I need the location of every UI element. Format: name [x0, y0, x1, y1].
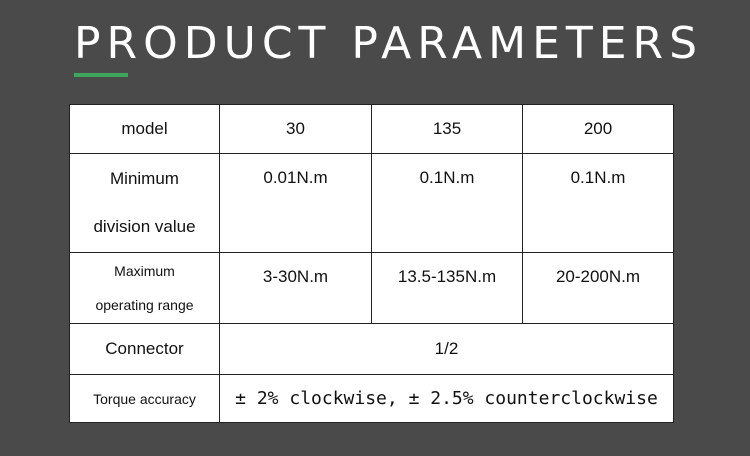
model-label: model — [70, 105, 220, 154]
torque-accuracy-value: ± 2% clockwise, ± 2.5% counterclockwise — [220, 375, 674, 423]
connector-value: 1/2 — [220, 324, 674, 375]
min-division-value-3: 0.1N.m — [523, 154, 674, 253]
connector-label: Connector — [70, 324, 220, 375]
max-range-label-line2: operating range — [95, 297, 194, 313]
min-division-label-cell — [70, 154, 220, 253]
max-range-label-line1: Maximum — [114, 263, 175, 279]
model-value-3: 200 — [523, 105, 674, 154]
min-division-value-2: 0.1N.m — [372, 154, 523, 253]
model-value-1: 30 — [220, 105, 372, 154]
model-value-2: 135 — [372, 105, 523, 154]
table-row-max-range — [70, 253, 674, 324]
table-row-torque-accuracy — [70, 375, 674, 423]
title-underline — [74, 73, 128, 77]
table-row-model — [70, 105, 674, 154]
torque-accuracy-label: Torque accuracy — [70, 375, 220, 423]
parameters-table-container — [69, 104, 673, 422]
min-division-label-line2: division value — [93, 217, 196, 236]
table-row-connector — [70, 324, 674, 375]
min-division-label-line1: Minimum — [110, 169, 179, 188]
page-title: PRODUCT PARAMETERS — [74, 18, 704, 69]
max-range-value-1: 3-30N.m — [220, 253, 372, 324]
max-range-value-3: 20-200N.m — [523, 253, 674, 324]
min-division-value-1: 0.01N.m — [220, 154, 372, 253]
table-row-min-division — [70, 154, 674, 253]
max-range-label-cell — [70, 253, 220, 324]
max-range-value-2: 13.5-135N.m — [372, 253, 523, 324]
parameters-table — [69, 104, 674, 423]
